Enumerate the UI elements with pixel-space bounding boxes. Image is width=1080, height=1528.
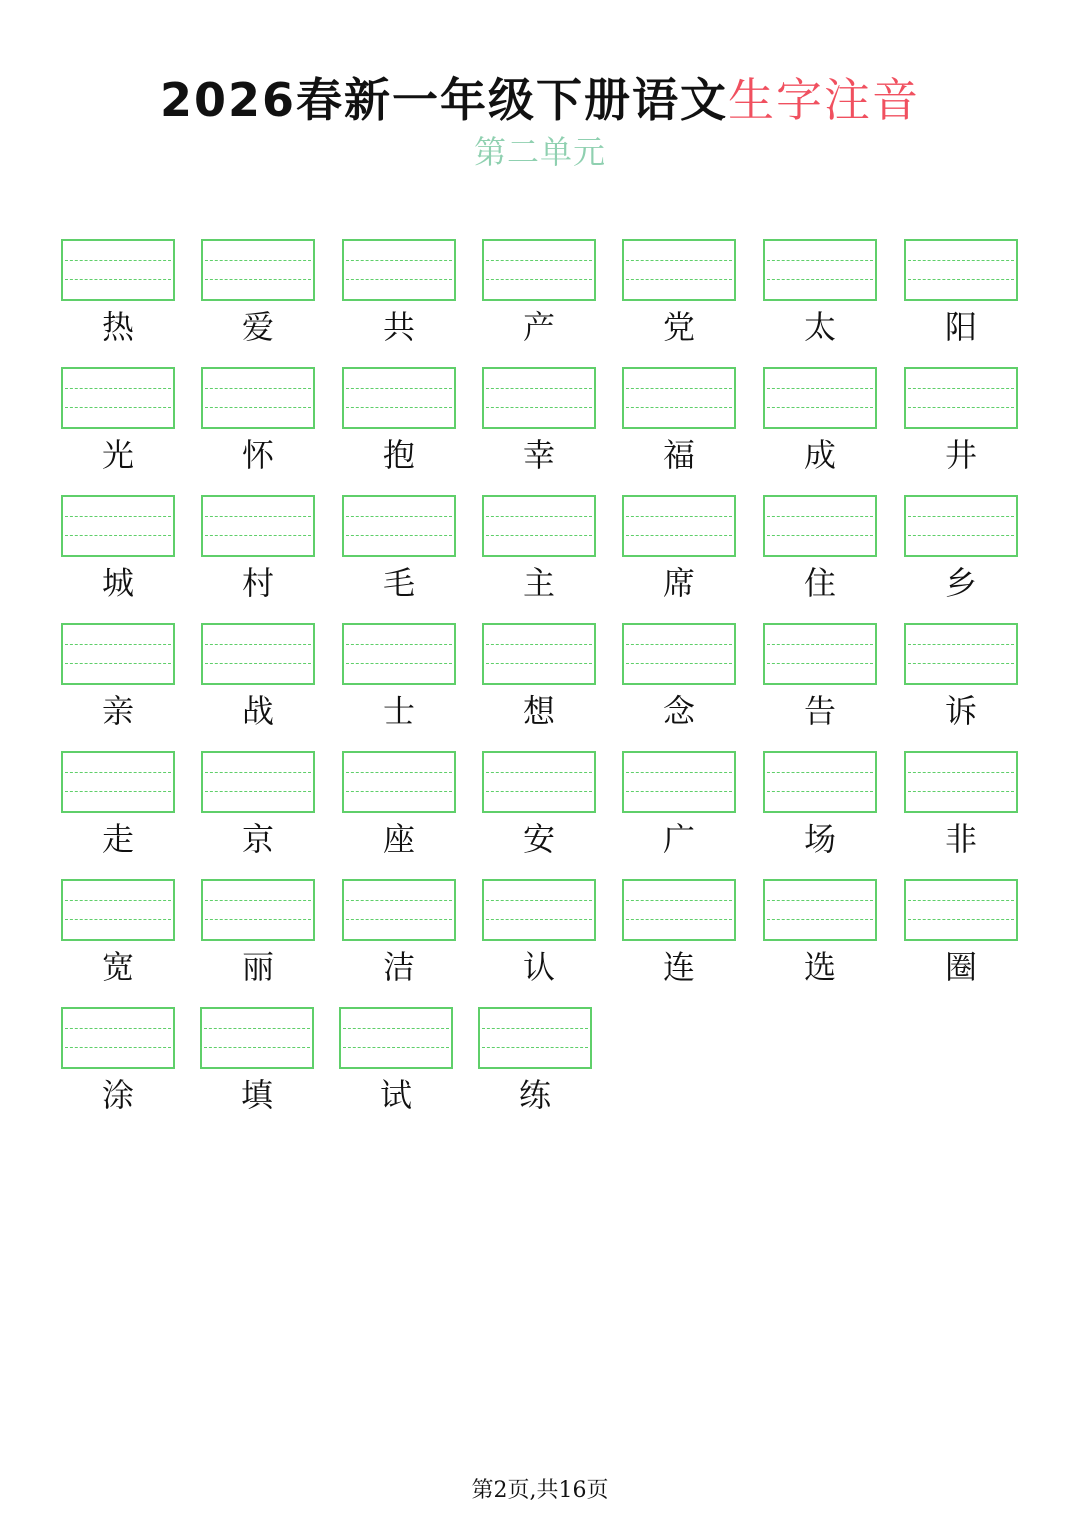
character-label: 士 [382, 692, 415, 730]
guide-line [205, 900, 311, 901]
character-label: 京 [241, 820, 274, 858]
pinyin-writing-box[interactable] [904, 367, 1018, 429]
guide-line [626, 919, 732, 920]
character-label: 太 [803, 308, 836, 346]
guide-line [205, 388, 311, 389]
pinyin-writing-box[interactable] [201, 239, 315, 301]
guide-line [767, 900, 873, 901]
guide-line [346, 388, 452, 389]
pinyin-writing-box[interactable] [61, 751, 175, 813]
character-label: 村 [241, 564, 274, 602]
guide-line [486, 663, 592, 664]
character-label: 试 [379, 1076, 412, 1114]
guide-line [204, 1028, 310, 1029]
pinyin-writing-box[interactable] [904, 495, 1018, 557]
guide-line [767, 663, 873, 664]
guide-line [908, 388, 1014, 389]
character-label: 念 [662, 692, 695, 730]
guide-line [767, 388, 873, 389]
page-footer: 第2页,共16页 [471, 1478, 609, 1503]
pinyin-writing-box[interactable] [342, 879, 456, 941]
pinyin-writing-box[interactable] [763, 623, 877, 685]
guide-line [65, 516, 171, 517]
guide-line [65, 663, 171, 664]
unit-subtitle: 第二单元 [473, 133, 606, 171]
guide-line [343, 1028, 449, 1029]
character-label: 座 [382, 820, 415, 858]
guide-line [205, 260, 311, 261]
pinyin-writing-box[interactable] [482, 751, 596, 813]
guide-line [626, 516, 732, 517]
character-label: 认 [522, 948, 555, 986]
pinyin-writing-box[interactable] [61, 879, 175, 941]
guide-line [767, 644, 873, 645]
pinyin-writing-box[interactable] [622, 239, 736, 301]
guide-line [767, 919, 873, 920]
guide-line [65, 388, 171, 389]
pinyin-writing-box[interactable] [622, 623, 736, 685]
character-label: 福 [662, 436, 695, 474]
pinyin-writing-box[interactable] [201, 623, 315, 685]
pinyin-writing-box[interactable] [201, 751, 315, 813]
guide-line [626, 644, 732, 645]
guide-line [486, 260, 592, 261]
character-label: 告 [803, 692, 836, 730]
pinyin-writing-box[interactable] [904, 239, 1018, 301]
guide-line [65, 791, 171, 792]
pinyin-writing-box[interactable] [61, 367, 175, 429]
character-label: 党 [662, 308, 695, 346]
pinyin-writing-box[interactable] [482, 495, 596, 557]
character-label: 圈 [944, 948, 977, 986]
guide-line [767, 791, 873, 792]
character-label: 共 [382, 308, 415, 346]
guide-line [908, 919, 1014, 920]
guide-line [482, 1047, 588, 1048]
character-label: 幸 [522, 436, 555, 474]
character-label: 宽 [101, 948, 134, 986]
character-label: 毛 [382, 564, 415, 602]
guide-line [205, 407, 311, 408]
guide-line [626, 260, 732, 261]
pinyin-writing-box[interactable] [342, 623, 456, 685]
guide-line [767, 260, 873, 261]
pinyin-writing-box[interactable] [622, 367, 736, 429]
guide-line [482, 1028, 588, 1029]
pinyin-writing-box[interactable] [61, 495, 175, 557]
guide-line [767, 407, 873, 408]
character-label: 走 [101, 820, 134, 858]
pinyin-writing-box[interactable] [342, 239, 456, 301]
pinyin-writing-box[interactable] [622, 751, 736, 813]
character-label: 井 [944, 436, 977, 474]
pinyin-writing-box[interactable] [482, 239, 596, 301]
guide-line [908, 407, 1014, 408]
guide-line [204, 1047, 310, 1048]
character-label: 连 [662, 948, 695, 986]
guide-line [205, 663, 311, 664]
character-label: 洁 [382, 948, 415, 986]
guide-line [346, 772, 452, 773]
pinyin-writing-box[interactable] [763, 367, 877, 429]
guide-line [65, 772, 171, 773]
guide-line [486, 535, 592, 536]
pinyin-writing-box[interactable] [201, 367, 315, 429]
character-label: 城 [101, 564, 134, 602]
guide-line [65, 1047, 171, 1048]
guide-line [346, 900, 452, 901]
guide-line [205, 516, 311, 517]
pinyin-writing-box[interactable] [200, 1007, 314, 1069]
guide-line [343, 1047, 449, 1048]
guide-line [205, 535, 311, 536]
character-label: 爱 [241, 308, 274, 346]
character-label: 安 [522, 820, 555, 858]
guide-line [486, 407, 592, 408]
guide-line [486, 900, 592, 901]
guide-line [626, 663, 732, 664]
guide-line [346, 407, 452, 408]
guide-line [65, 644, 171, 645]
guide-line [908, 772, 1014, 773]
guide-line [626, 535, 732, 536]
pinyin-writing-box[interactable] [622, 879, 736, 941]
guide-line [908, 535, 1014, 536]
character-label: 光 [101, 436, 134, 474]
guide-line [486, 644, 592, 645]
character-label: 练 [518, 1076, 551, 1114]
guide-line [486, 772, 592, 773]
guide-line [767, 772, 873, 773]
character-label: 丽 [241, 948, 274, 986]
pinyin-writing-box[interactable] [339, 1007, 453, 1069]
character-label: 想 [522, 692, 555, 730]
pinyin-writing-box[interactable] [904, 751, 1018, 813]
guide-line [205, 772, 311, 773]
guide-line [65, 407, 171, 408]
pinyin-writing-box[interactable] [342, 495, 456, 557]
guide-line [626, 388, 732, 389]
character-label: 亲 [101, 692, 134, 730]
pinyin-writing-box[interactable] [61, 239, 175, 301]
guide-line [908, 644, 1014, 645]
guide-line [346, 644, 452, 645]
guide-line [346, 663, 452, 664]
pinyin-writing-box[interactable] [201, 879, 315, 941]
guide-line [346, 535, 452, 536]
character-label: 席 [662, 564, 695, 602]
guide-line [205, 644, 311, 645]
pinyin-writing-box[interactable] [763, 879, 877, 941]
guide-line [65, 1028, 171, 1029]
pinyin-writing-box[interactable] [478, 1007, 592, 1069]
guide-line [346, 260, 452, 261]
character-label: 成 [803, 436, 836, 474]
title-accent: 生字注音 [728, 73, 921, 127]
character-label: 产 [522, 308, 555, 346]
character-label: 住 [803, 564, 836, 602]
guide-line [486, 279, 592, 280]
character-label: 阳 [944, 308, 977, 346]
guide-line [486, 919, 592, 920]
guide-line [767, 535, 873, 536]
guide-line [65, 260, 171, 261]
character-label: 热 [101, 308, 134, 346]
guide-line [908, 663, 1014, 664]
character-label: 选 [803, 948, 836, 986]
guide-line [908, 279, 1014, 280]
guide-line [626, 407, 732, 408]
pinyin-writing-box[interactable] [342, 367, 456, 429]
guide-line [205, 279, 311, 280]
guide-line [626, 791, 732, 792]
pinyin-writing-box[interactable] [482, 623, 596, 685]
pinyin-writing-box[interactable] [482, 367, 596, 429]
pinyin-writing-box[interactable] [61, 623, 175, 685]
character-label: 乡 [944, 564, 977, 602]
character-label: 场 [803, 820, 836, 858]
guide-line [626, 772, 732, 773]
guide-line [767, 516, 873, 517]
guide-line [626, 279, 732, 280]
guide-line [908, 900, 1014, 901]
guide-line [65, 900, 171, 901]
guide-line [486, 791, 592, 792]
pinyin-writing-box[interactable] [763, 239, 877, 301]
guide-line [346, 279, 452, 280]
guide-line [65, 919, 171, 920]
guide-line [486, 516, 592, 517]
character-label: 非 [944, 820, 977, 858]
pinyin-writing-box[interactable] [482, 879, 596, 941]
character-label: 诉 [944, 692, 977, 730]
guide-line [205, 919, 311, 920]
guide-line [65, 535, 171, 536]
guide-line [767, 279, 873, 280]
character-label: 填 [240, 1076, 273, 1114]
guide-line [205, 791, 311, 792]
guide-line [346, 919, 452, 920]
guide-line [346, 516, 452, 517]
pinyin-writing-box[interactable] [622, 495, 736, 557]
guide-line [346, 791, 452, 792]
guide-line [65, 279, 171, 280]
title-main: 2026春新一年级下册语文 [159, 73, 729, 127]
pinyin-writing-box[interactable] [201, 495, 315, 557]
guide-line [908, 260, 1014, 261]
pinyin-writing-box[interactable] [763, 751, 877, 813]
guide-line [486, 388, 592, 389]
character-label: 主 [522, 564, 555, 602]
character-label: 抱 [382, 436, 415, 474]
character-label: 涂 [101, 1076, 134, 1114]
pinyin-writing-box[interactable] [904, 879, 1018, 941]
character-label: 广 [662, 820, 695, 858]
character-label: 怀 [241, 436, 274, 474]
pinyin-writing-box[interactable] [61, 1007, 175, 1069]
guide-line [908, 516, 1014, 517]
pinyin-writing-box[interactable] [342, 751, 456, 813]
character-label: 战 [241, 692, 274, 730]
pinyin-writing-box[interactable] [763, 495, 877, 557]
guide-line [626, 900, 732, 901]
pinyin-writing-box[interactable] [904, 623, 1018, 685]
guide-line [908, 791, 1014, 792]
